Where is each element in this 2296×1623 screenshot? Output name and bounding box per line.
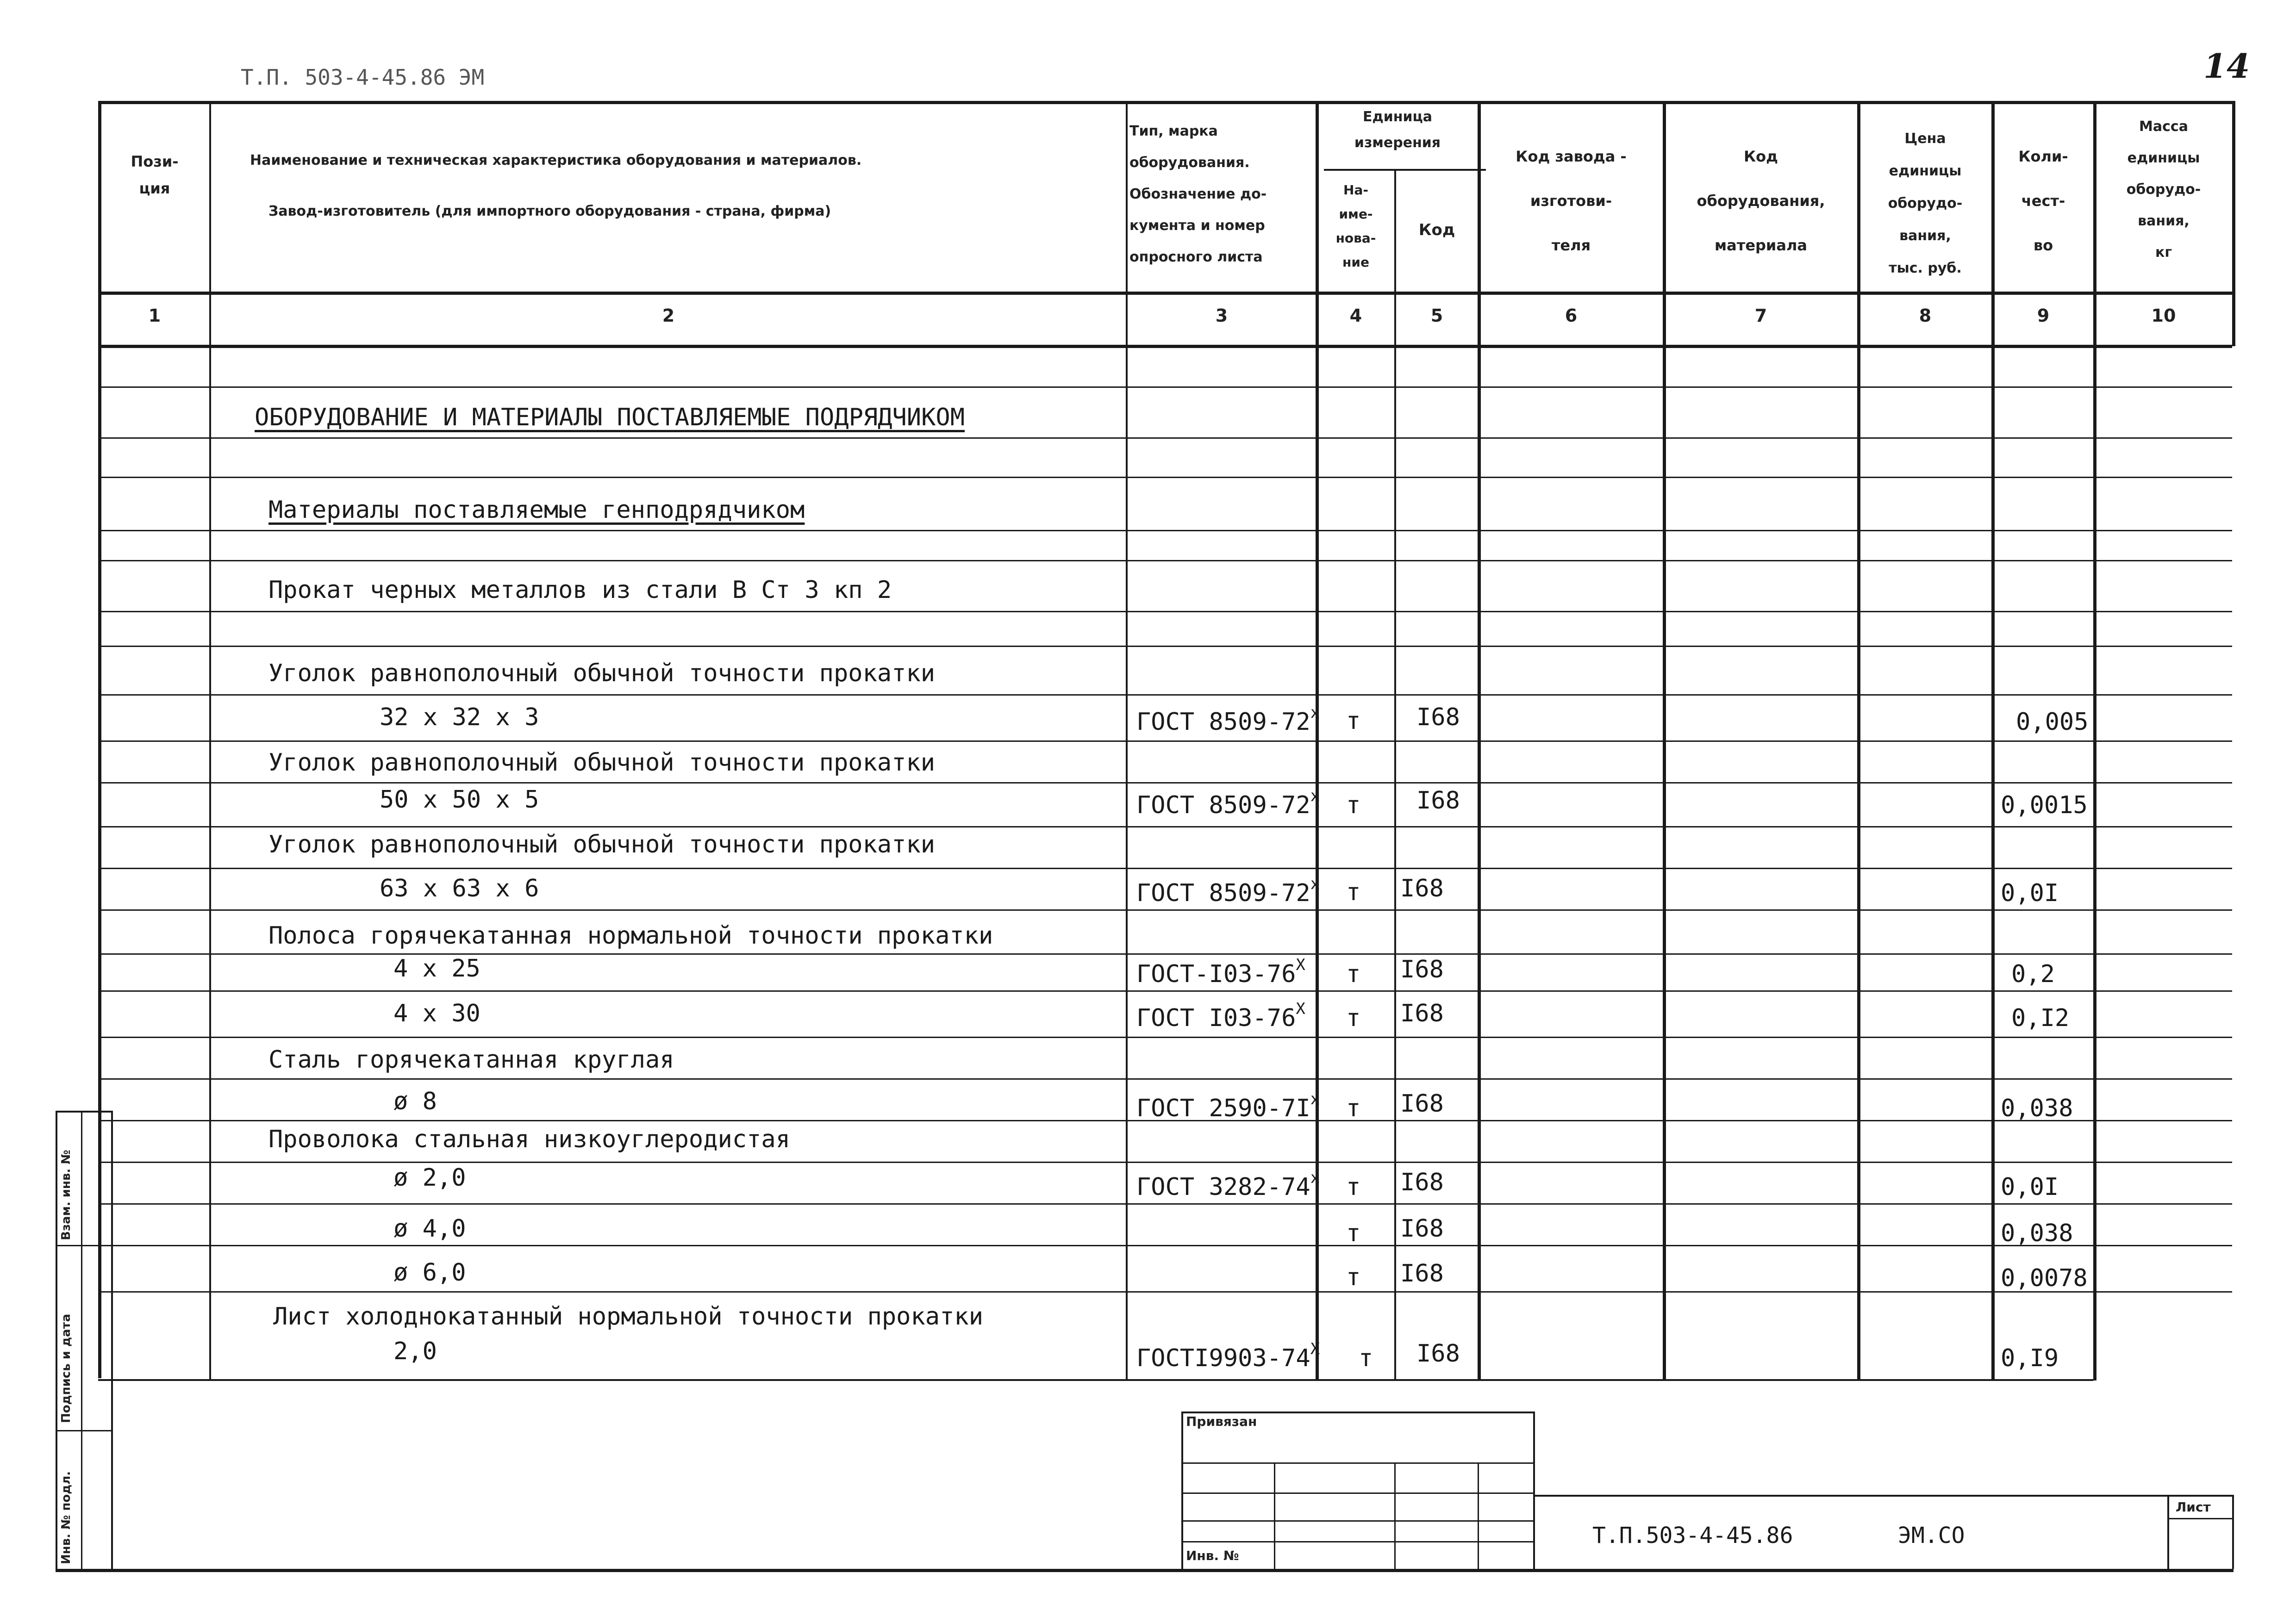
stamp-sheet-code: ЭМ.СО — [1898, 1523, 1965, 1548]
item-doc: ГОСТ $3282-74^х$ — [1136, 1169, 1320, 1201]
doc-ref-top: Т.П. 503-4-45.86 ЭМ — [241, 65, 485, 90]
item-quantity: 0,2 — [2011, 960, 2055, 988]
header-price: Цена единицы оборудо- вания, тыс. руб. — [1888, 131, 1963, 276]
item-code: I68 — [1416, 1340, 1460, 1368]
item-unit: т — [1346, 1219, 1361, 1247]
corner-mark: 14 — [2203, 46, 2250, 86]
item-unit: т — [1359, 1344, 1373, 1372]
item-quantity: 0,038 — [2001, 1219, 2073, 1247]
item-unit: т — [1346, 791, 1361, 819]
item-doc: ГОСТ $8509-72^х$ — [1136, 875, 1320, 907]
item-code: I68 — [1416, 703, 1460, 731]
item-name: ø 2,0 — [393, 1164, 466, 1192]
item-code: I68 — [1400, 875, 1444, 902]
item-quantity: 0,0078 — [2001, 1264, 2088, 1292]
item-name: 50 х 50 х 5 — [380, 786, 539, 814]
item-name: Уголок равнополочный обычной точности прокатки — [268, 749, 936, 777]
side-label-podpis: Подпись и дата — [59, 1313, 73, 1423]
item-name: ø 4,0 — [393, 1215, 466, 1243]
item-name: Уголок равнополочный обычной точности прокатки — [268, 831, 936, 858]
item-quantity: 0,0I — [2001, 1173, 2059, 1201]
stamp-doc-code: Т.П.503-4-45.86 — [1592, 1523, 1793, 1548]
item-unit: т — [1346, 1004, 1361, 1032]
item-name: Полоса горячекатанная нормальной точности прокатки — [268, 922, 993, 950]
col-number: 6 — [1565, 305, 1578, 326]
item-doc: ГОСТ $2590-7I^х$ — [1136, 1090, 1320, 1122]
side-label-inv-podl: Инв. № подл. — [59, 1471, 73, 1564]
item-name: Уголок равнополочный обычной точности прокатки — [268, 659, 936, 687]
item-unit: т — [1346, 1094, 1361, 1122]
col-number: 3 — [1215, 305, 1228, 326]
header-material-code: Код оборудования, материала — [1697, 148, 1825, 254]
item-quantity: 0,038 — [2001, 1094, 2073, 1122]
item-unit: т — [1346, 1263, 1361, 1291]
col-number: 8 — [1919, 305, 1932, 326]
col-number: 9 — [2037, 305, 2050, 326]
header-unit-code: Код — [1418, 221, 1455, 239]
header-type: Тип, марка оборудования. Обозначение до- кумента и номер опросного листа — [1129, 123, 1267, 265]
item-unit: т — [1346, 960, 1361, 988]
col-number: 1 — [148, 305, 161, 326]
item-quantity: 0,0015 — [2001, 791, 2088, 819]
item-code: I68 — [1400, 1215, 1444, 1243]
item-name: ø 6,0 — [393, 1259, 466, 1287]
item-code: I68 — [1400, 956, 1444, 983]
col-number: 5 — [1430, 305, 1443, 326]
header-unit: Единица измерения — [1354, 109, 1441, 151]
header-unit-name: На- име- нова- ние — [1335, 182, 1376, 270]
item-doc: $ГОСТI9903-74^Х$ — [1136, 1340, 1320, 1372]
item-unit: т — [1346, 707, 1361, 735]
col-number: 10 — [2151, 305, 2176, 326]
item-name: ø 8 — [393, 1088, 437, 1115]
item-name: Сталь горячекатанная круглая — [268, 1046, 674, 1074]
item-doc: ГОСТ $I03-76^Х$ — [1136, 1000, 1305, 1032]
item-name: 63 х 63 х 6 — [380, 875, 539, 902]
item-name: Лист холоднокатанный нормальной точности прокатки — [273, 1303, 984, 1331]
stamp-inv-no: Инв. № — [1186, 1548, 1239, 1563]
item-code: I68 — [1400, 1090, 1444, 1118]
header-quantity: Коли- чест- во — [2018, 148, 2068, 254]
item-quantity: 0,0I — [2001, 879, 2059, 907]
header-position: Пози- ция — [131, 153, 179, 197]
item-doc: ГОСТ-$I03-76^Х$ — [1136, 956, 1305, 988]
col-number: 2 — [662, 305, 675, 326]
section-title: ОБОРУДОВАНИЕ И МАТЕРИАЛЫ ПОСТАВЛЯЕМЫЕ ПОДРЯДЧИКОМ — [255, 404, 965, 431]
item-unit: т — [1346, 878, 1361, 906]
item-quantity: 0,I2 — [2011, 1004, 2070, 1032]
item-unit: т — [1346, 1173, 1361, 1201]
header-factory-code: Код завода - изготови- теля — [1516, 148, 1627, 254]
item-name: 4 х 30 — [393, 1000, 480, 1027]
stamp-privyazan: Привязан — [1186, 1414, 1257, 1429]
col-number: 4 — [1349, 305, 1362, 326]
item-name: 32 х 32 х 3 — [380, 703, 539, 731]
group-title: Прокат черных металлов из стали В Ст 3 кп 2 — [268, 576, 892, 604]
item-code: I68 — [1416, 787, 1460, 815]
header-name: Наименование и техническая характеристика оборудования и материалов. — [250, 152, 862, 168]
header-mass: Масса единицы оборудо- вания, кг — [2126, 118, 2201, 261]
item-name: 4 х 25 — [393, 955, 480, 983]
item-quantity: 0,I9 — [2001, 1344, 2059, 1372]
side-label-vzam: Взам. инв. № — [59, 1150, 73, 1240]
header-manufacturer: Завод-изготовитель (для импортного оборудования - страна, фирма) — [268, 203, 831, 219]
item-quantity: 0,005 — [2016, 708, 2089, 736]
stamp-list-label: Лист — [2176, 1499, 2211, 1515]
item-code: I68 — [1400, 1000, 1444, 1027]
item-code: I68 — [1400, 1169, 1444, 1196]
item-doc: ГОСТ $8509-72^х$ — [1136, 703, 1320, 736]
item-name: 2,0 — [393, 1337, 437, 1365]
item-name: Проволока стальная низкоуглеродистая — [268, 1126, 791, 1153]
item-doc: ГОСТ $8509-72^х$ — [1136, 787, 1320, 819]
subsection-title: Материалы поставляемые генподрядчиком — [268, 496, 805, 524]
col-number: 7 — [1754, 305, 1767, 326]
item-code: I68 — [1400, 1260, 1444, 1287]
